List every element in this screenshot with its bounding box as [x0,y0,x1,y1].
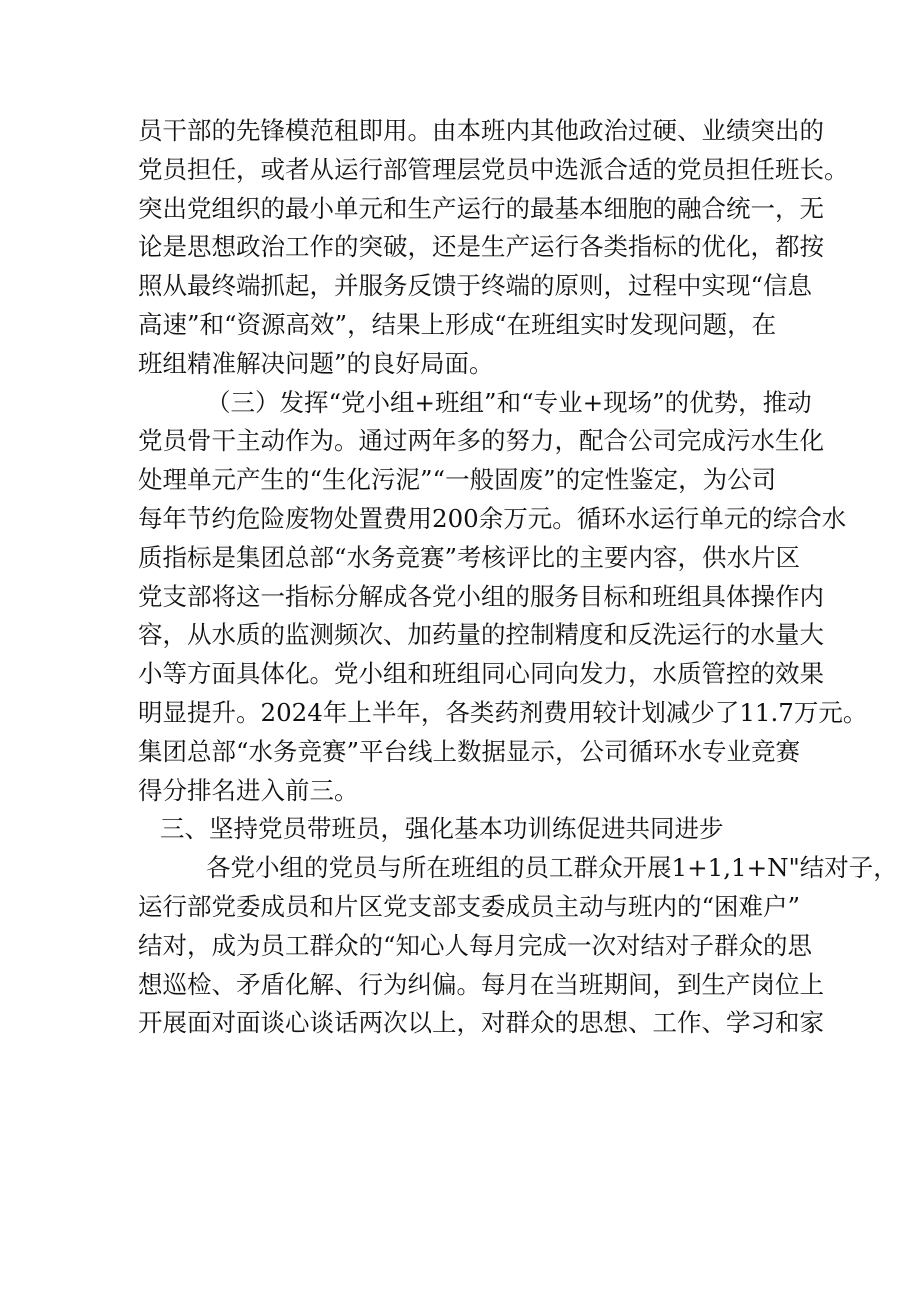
text-line: 党员担任，或者从运行部管理层党员中选派合适的党员担任班长。 [138,154,849,184]
text-line: 论是思想政治工作的突破，还是生产运行各类指标的优化，都按 [138,232,824,262]
text-line: 结对，成为员工群众的“知心人每月完成一次对结对子群众的思 [138,930,813,960]
text-line: 照从最终端抓起，并服务反馈于终端的原则，过程中实现“信息 [138,271,813,301]
text-line: （三）发挥“党小组+班组”和“专业+现场”的优势，推动 [206,387,812,417]
text-line: 各党小组的党员与所在班组的员工群众开展1+1,1+N"结对子， [206,853,898,883]
text-line: 高速”和“资源高效”，结果上形成“在班组实时发现问题，在 [138,309,777,339]
text-line: 处理单元产生的“生化污泥”“一般固废”的定性鉴定，为公司 [138,465,777,495]
text-line: 党支部将这一指标分解成各党小组的服务目标和班组具体操作内 [138,581,824,611]
text-line: 开展面对面谈心谈话两次以上，对群众的思想、工作、学习和家 [138,1008,824,1038]
text-line: 员干部的先锋模范租即用。由本班内其他政治过硬、业绩突出的 [138,116,824,145]
text-line: 小等方面具体化。党小组和班组同心同向发力，水质管控的效果 [138,659,824,689]
text-line: 班组精准解决问题”的良好局面。 [138,348,494,378]
text-line: 容，从水质的监测频次、加药量的控制精度和反洗运行的水量大 [138,620,824,650]
text-line: 得分排名进入前三。 [138,775,359,805]
text-line: 明显提升。2024年上半年，各类药剂费用较计划减少了11.7万元。 [138,697,868,727]
paragraph-1 [138,112,849,384]
text-line: 集团总部“水务竞赛”平台线上数据显示，公司循环水专业竞赛 [138,736,801,766]
paragraph-3 [138,849,898,1043]
text-line: 党员骨干主动作为。通过两年多的努力，配合公司完成污水生化 [138,426,824,456]
text-line: 质指标是集团总部“水务竞赛”考核评比的主要内容，供水片区 [138,542,801,572]
paragraph-2 [138,384,868,811]
text-line: 每年节约危险废物处置费用200余万元。循环水运行单元的综合水 [138,503,847,533]
section-heading: 三、坚持党员带班员，强化基本功训练促进共同进步 [160,814,724,844]
text-line: 想巡检、矛盾化解、行为纠偏。每月在当班期间，到生产岗位上 [138,969,824,999]
text-line: 运行部党委成员和片区党支部支委成员主动与班内的“困难户” [138,891,801,921]
document-body [138,112,898,1043]
text-line: 突出党组织的最小单元和生产运行的最基本细胞的融合统一，无 [138,193,824,223]
